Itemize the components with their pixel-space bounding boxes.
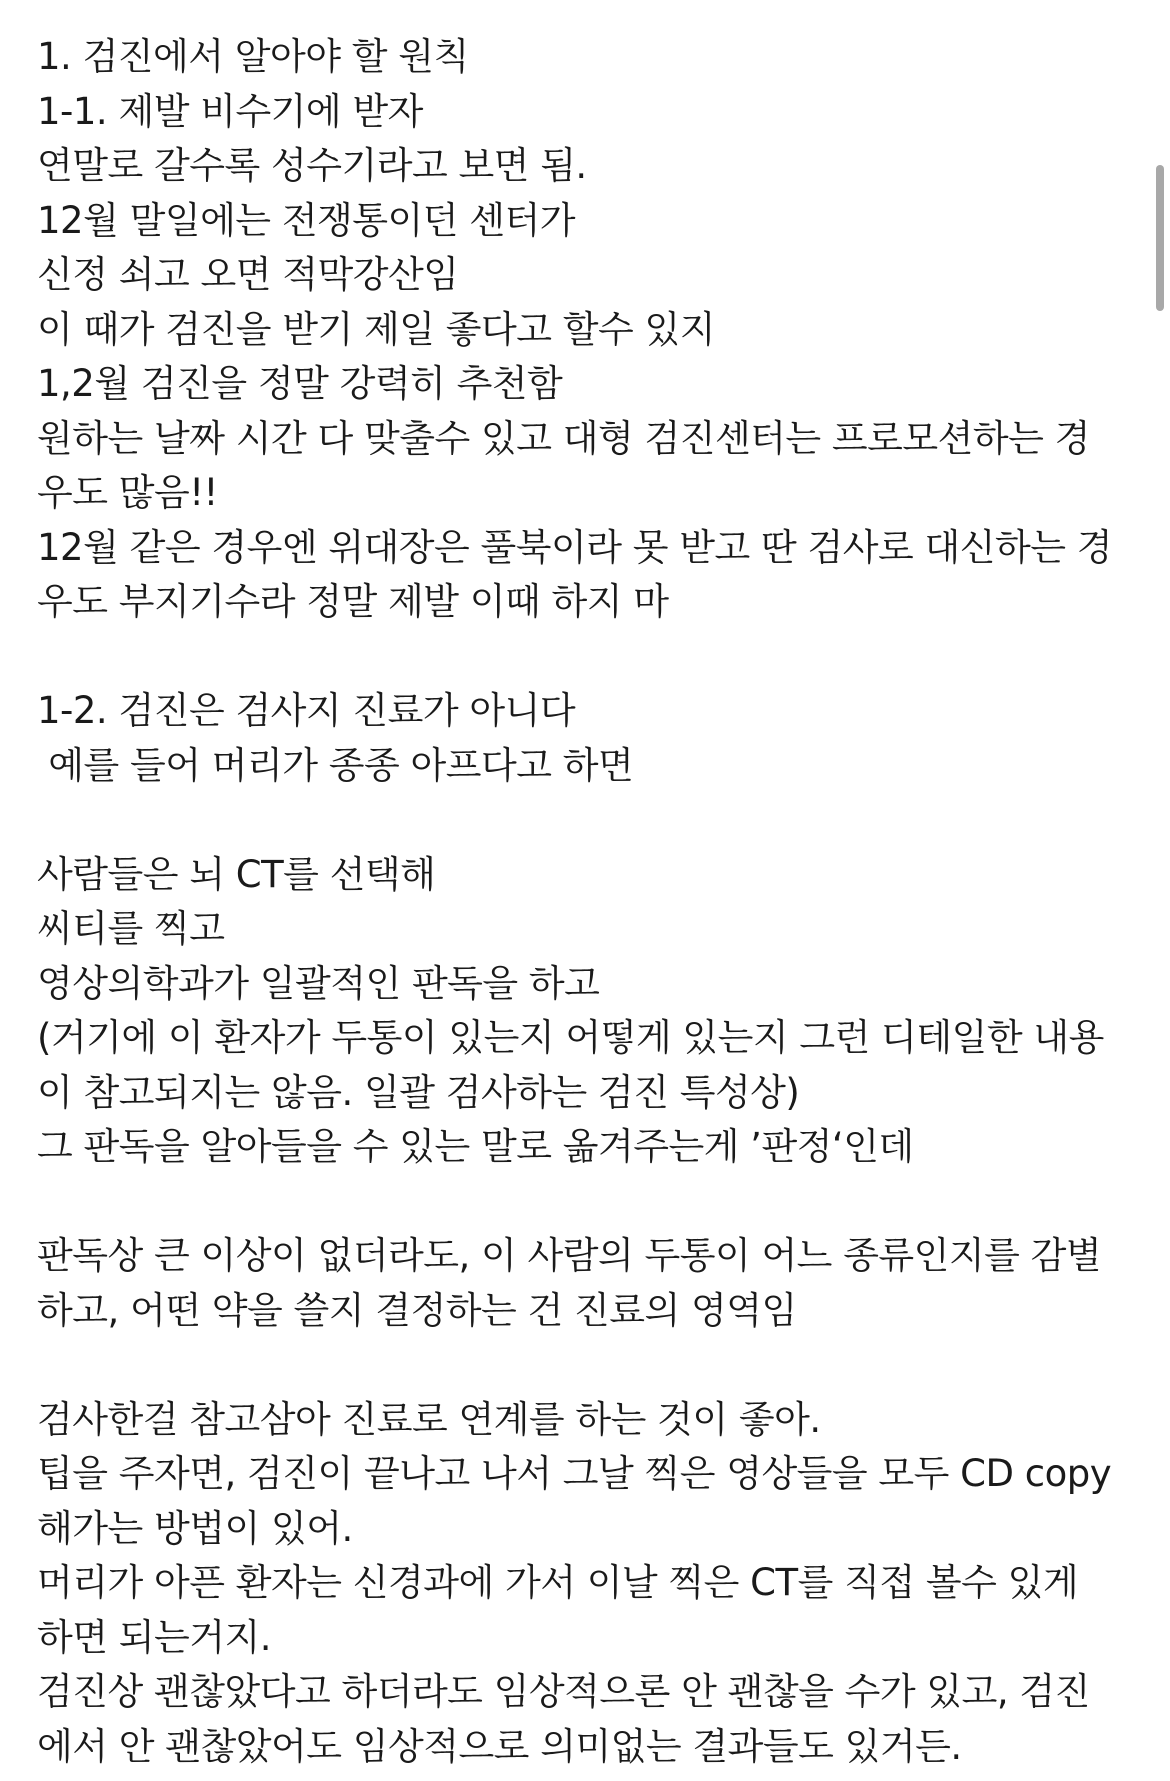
text-line: (거기에 이 환자가 두통이 있는지 어떻게 있는지 그런 디테일한 내용 [37, 1016, 1104, 1059]
text-line: 원하는 날짜 시간 다 맞출수 있고 대형 검진센터는 프로모션하는 경 [37, 416, 1090, 460]
text-line: 12월 같은 경우엔 위대장은 풀북이라 못 받고 딴 검사로 대신하는 경 [37, 525, 1112, 569]
text-line: 그 판독을 알아들을 수 있는 말로 옮겨주는게 ’판정‘인데 [37, 1125, 914, 1168]
text-line: 1. 검진에서 알아야 할 원칙 [37, 35, 469, 78]
text-line: 1-2. 검진은 검사지 진료가 아니다 [37, 689, 576, 732]
text-line: 하고, 어떤 약을 쓸지 결정하는 건 진료의 영역임 [37, 1288, 797, 1332]
text-line: 검사한걸 참고삼아 진료로 연계를 하는 것이 좋아. [37, 1397, 821, 1441]
blank-line [37, 793, 1137, 848]
text-line: 사람들은 뇌 CT를 선택해 [37, 852, 436, 896]
text-line: 12월 말일에는 전쟁통이던 센터가 [37, 198, 576, 242]
text-line: 이 참고되지는 않음. 일괄 검사하는 검진 특성상) [37, 1070, 800, 1114]
text-line: 씨티를 찍고 [37, 907, 225, 950]
text-line: 영상의학과가 일괄적인 판독을 하고 [37, 961, 600, 1005]
text-line: 예를 들어 머리가 종종 아프다고 하면 [37, 743, 634, 787]
text-line: 해가는 방법이 있어. [37, 1506, 353, 1550]
blank-line [37, 1175, 1137, 1230]
text-line: 판독상 큰 이상이 없더라도, 이 사람의 두통이 어느 종류인지를 감별 [37, 1234, 1102, 1277]
post-body [37, 30, 1137, 1774]
text-line: 신정 쇠고 오면 적막강산임 [37, 253, 459, 296]
text-line: 1-1. 제발 비수기에 받자 [37, 89, 423, 133]
text-line: 팁을 주자면, 검진이 끝나고 나서 그날 찍은 영상들을 모두 CD copy [37, 1452, 1112, 1495]
text-line: 우도 많음!! [37, 471, 218, 514]
text-line: 머리가 아픈 환자는 신경과에 가서 이날 찍은 CT를 직접 볼수 있게 [37, 1561, 1079, 1604]
scrollbar-thumb[interactable] [1156, 165, 1164, 311]
text-line: 연말로 갈수록 성수기라고 보면 됨. [37, 144, 587, 187]
blank-line [37, 630, 1137, 685]
blank-line [37, 1338, 1137, 1393]
text-line: 1,2월 검진을 정말 강력히 추천함 [37, 362, 563, 405]
text-line: 에서 안 괜찮았어도 임상적으로 의미없는 결과들도 있거든. [37, 1724, 962, 1768]
scrollbar[interactable] [1156, 0, 1170, 1781]
text-line: 하면 되는거지. [37, 1615, 271, 1659]
text-line: 이 때가 검진을 받기 제일 좋다고 할수 있지 [37, 307, 715, 351]
text-line: 우도 부지기수라 정말 제발 이때 하지 마 [37, 580, 669, 623]
text-line: 검진상 괜찮았다고 하더라도 임상적으론 안 괜찮을 수가 있고, 검진 [37, 1670, 1090, 1713]
